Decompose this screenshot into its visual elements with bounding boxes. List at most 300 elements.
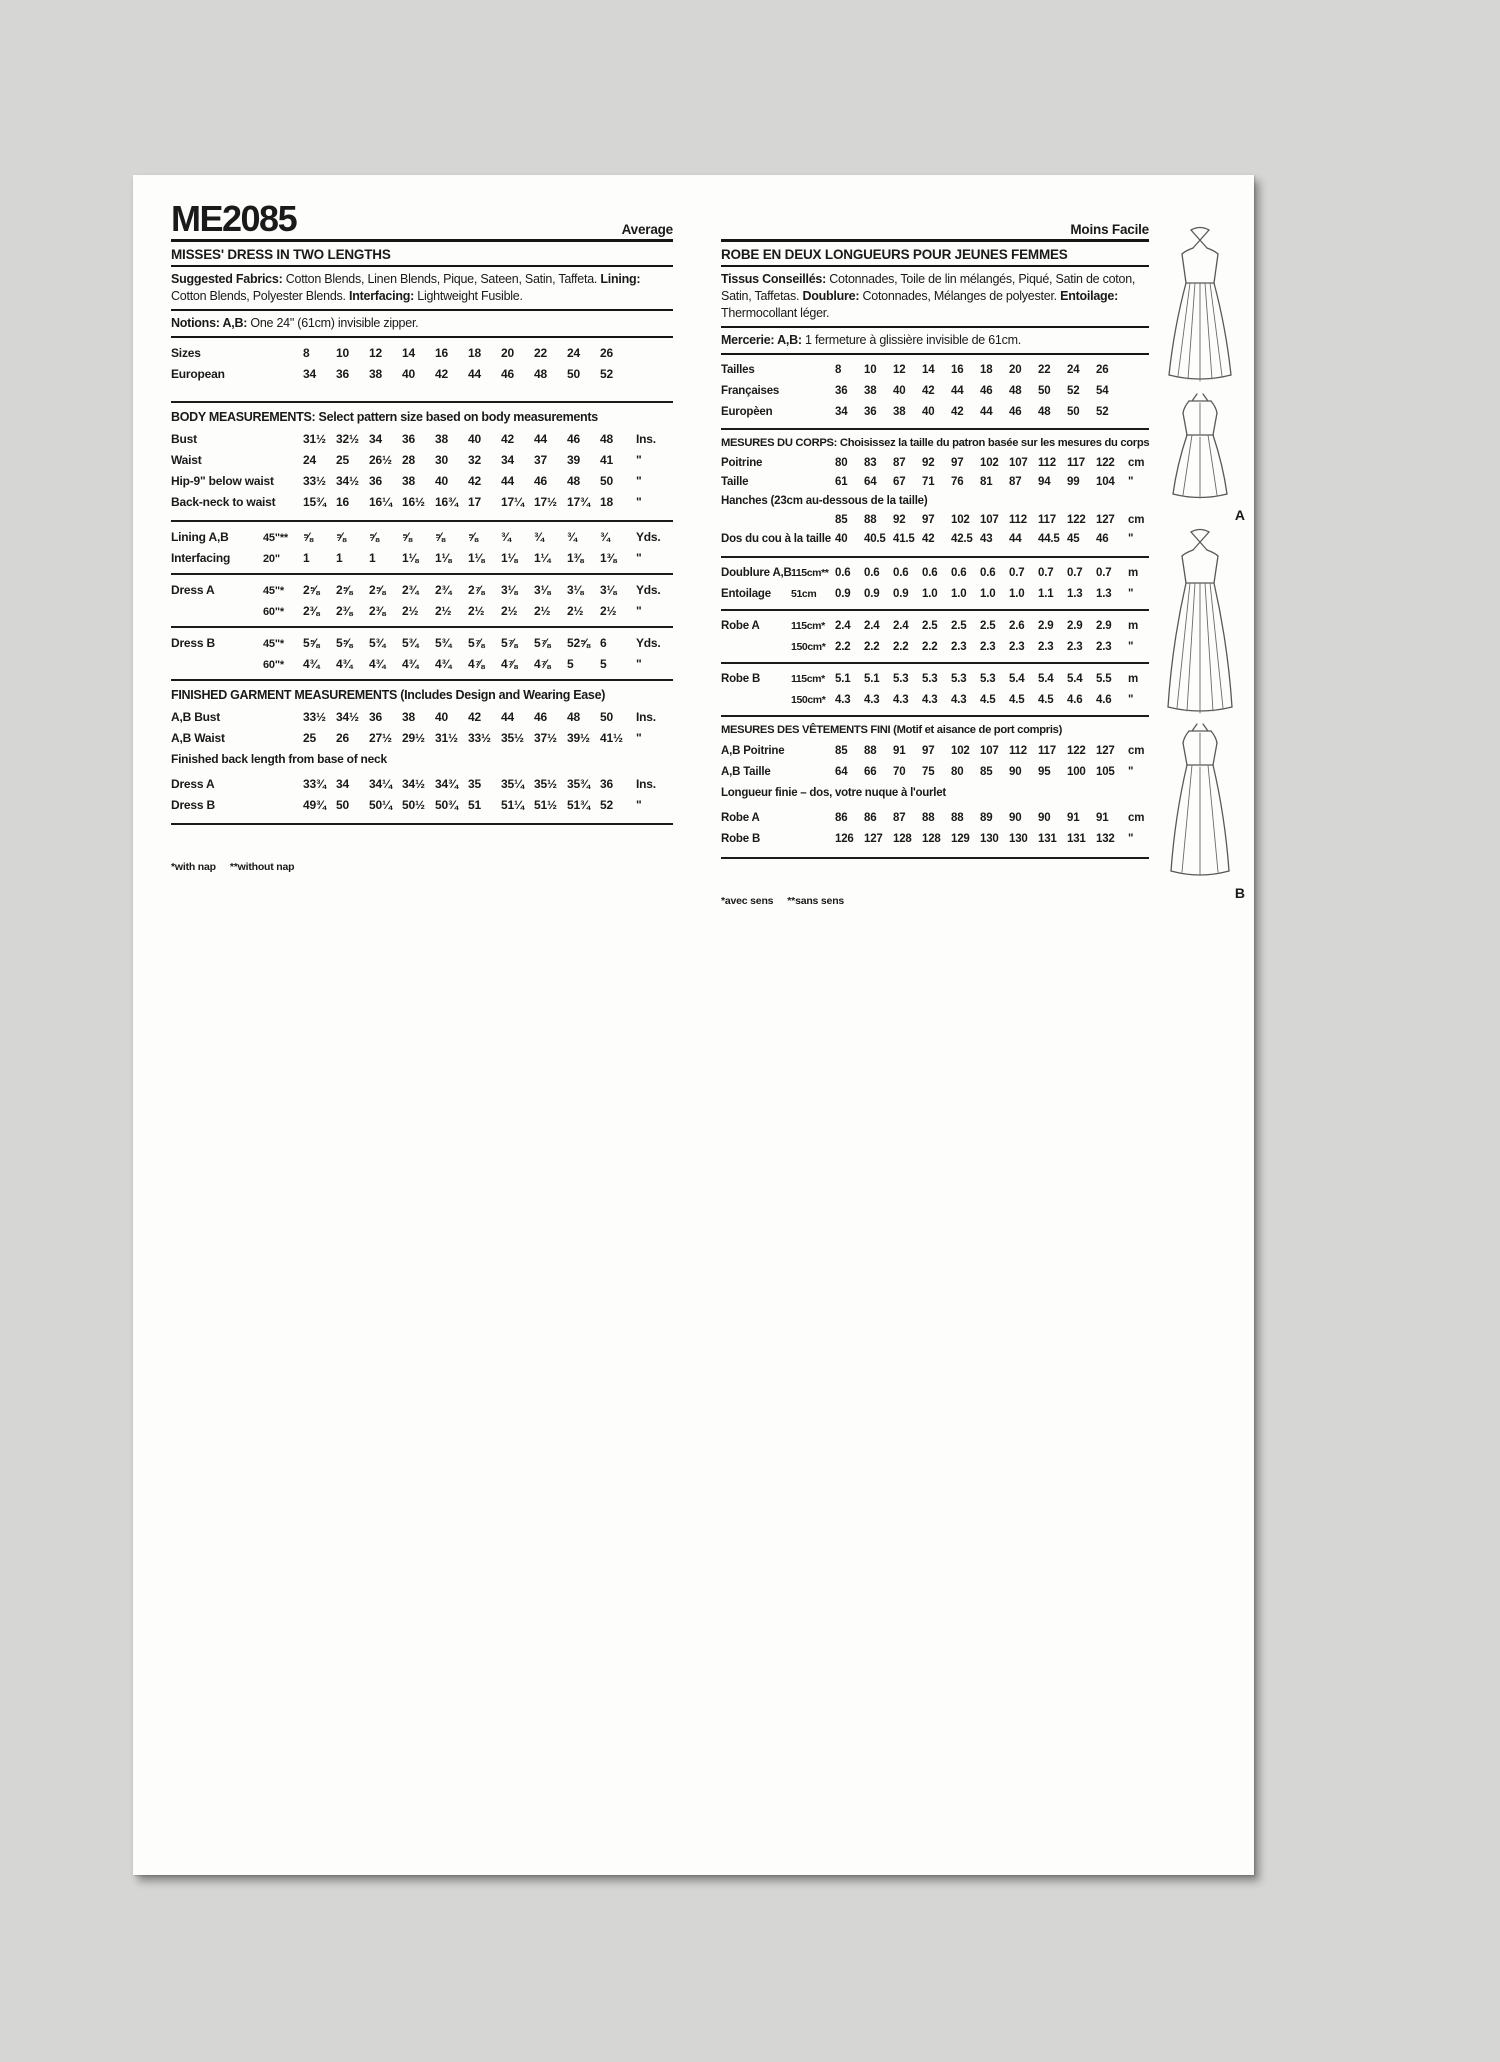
- cell-value: 50: [600, 474, 613, 488]
- cell-value: 44: [1009, 533, 1022, 545]
- footnote-avec-sens: *avec sens: [721, 895, 774, 907]
- cell-value: 92: [922, 457, 935, 469]
- cell-value: 50¾: [435, 798, 458, 812]
- table-row: [171, 364, 673, 385]
- text-run: Cotonnades, Mélanges de polyester.: [859, 289, 1061, 303]
- cell-value: 16¼: [369, 495, 392, 509]
- cell-value: 131: [1067, 833, 1086, 845]
- footnote-with-nap: *with nap: [171, 861, 216, 873]
- cell-value: 17½: [534, 495, 557, 509]
- table-row: [171, 601, 673, 622]
- cell-value: 50: [336, 798, 349, 812]
- cell-value: 130: [980, 833, 999, 845]
- garment-title-en: MISSES' DRESS IN TWO LENGTHS: [171, 242, 673, 267]
- section-divider: [721, 857, 1149, 859]
- cell-value: 1⅜: [567, 551, 584, 565]
- unit-label: ": [1128, 694, 1134, 706]
- cell-value: 42: [922, 385, 935, 397]
- cell-value: 61: [835, 476, 848, 488]
- cell-value: 48: [567, 710, 580, 724]
- table-row: [171, 580, 673, 601]
- cell-value: 51½: [534, 798, 557, 812]
- suggested-fabrics-text: [171, 267, 673, 311]
- cell-value: 90: [1038, 812, 1051, 824]
- unit-label: ": [1128, 588, 1134, 600]
- cell-value: 5.3: [951, 673, 967, 685]
- cell-value: 0.6: [922, 567, 938, 579]
- cell-value: 35¾: [567, 777, 590, 791]
- cell-value: 4.3: [864, 694, 880, 706]
- cell-value: 127: [864, 833, 883, 845]
- table-row: [721, 454, 1149, 473]
- body-measurements-table-fr: [721, 449, 1149, 549]
- cell-value: 126: [835, 833, 854, 845]
- unit-label: ": [1128, 641, 1134, 653]
- row-label: A,B Poitrine: [721, 745, 785, 757]
- unit-label: Ins.: [636, 432, 656, 446]
- cell-value: 88: [951, 812, 964, 824]
- unit-label: m: [1128, 567, 1139, 579]
- table-row: [721, 637, 1149, 658]
- tissus-conseilles-text: [721, 267, 1149, 328]
- row-label: Françaises: [721, 385, 780, 397]
- cell-value: 105: [1096, 766, 1115, 778]
- cell-value: 0.9: [893, 588, 909, 600]
- cell-value: 4.3: [835, 694, 851, 706]
- row-label: Doublure A,B: [721, 567, 792, 579]
- garment-title-fr: ROBE EN DEUX LONGUEURS POUR JEUNES FEMMES: [721, 242, 1149, 267]
- cell-value: 48: [1038, 406, 1051, 418]
- cell-value: 128: [922, 833, 941, 845]
- cell-value: 87: [893, 457, 906, 469]
- fabric-width-label: 45"*: [263, 638, 284, 650]
- cell-value: 2½: [600, 604, 617, 618]
- cell-value: 5.4: [1067, 673, 1083, 685]
- cell-value: 33¾: [303, 777, 326, 791]
- cell-value: 38: [435, 432, 448, 446]
- cell-value: 25: [303, 731, 316, 745]
- unit-label: cm: [1128, 745, 1145, 757]
- cell-value: 34: [336, 777, 349, 791]
- cell-value: 94: [1038, 476, 1051, 488]
- finished-length-table-en: [171, 769, 673, 816]
- fabric-width-label: 45"*: [263, 585, 284, 597]
- cell-value: 122: [1096, 457, 1115, 469]
- cell-value: 117: [1038, 514, 1056, 526]
- table-row: [721, 690, 1149, 711]
- lining-interfacing-table-en: [171, 522, 673, 569]
- cell-value: 5¾: [369, 636, 386, 650]
- cell-value: 36: [369, 710, 382, 724]
- cell-value: 2.3: [1009, 641, 1025, 653]
- cell-value: 34¼: [369, 777, 392, 791]
- dress-a-front-illustration: [1154, 223, 1246, 391]
- view-b-label: B: [1234, 885, 1245, 901]
- section-divider: [171, 823, 673, 825]
- bold-run: Entoilage:: [1060, 289, 1119, 303]
- cell-value: ⅝: [402, 530, 412, 544]
- footnote-fr: [721, 895, 1149, 907]
- robe-a-metrage-table-fr: [721, 611, 1149, 658]
- cell-value: 17¾: [567, 495, 590, 509]
- cell-value: 26: [600, 346, 613, 360]
- cell-value: 48: [567, 474, 580, 488]
- cell-value: 5⅞: [534, 636, 551, 650]
- cell-value: 38: [893, 406, 906, 418]
- cell-value: 2.4: [893, 620, 909, 632]
- row-label: Tailles: [721, 364, 755, 376]
- french-column: [721, 195, 1149, 907]
- pattern-number: ME2085: [171, 198, 297, 239]
- cell-value: 5: [600, 657, 607, 671]
- dress-b-yardage-table-en: [171, 628, 673, 675]
- row-label: Dress A: [171, 777, 215, 791]
- table-row: [721, 402, 1149, 423]
- cell-value: 2⅞: [468, 583, 485, 597]
- cell-value: 42: [951, 406, 964, 418]
- cell-value: 71: [922, 476, 935, 488]
- cell-value: 20: [501, 346, 514, 360]
- row-label: Waist: [171, 453, 202, 467]
- cell-value: 1⅛: [501, 551, 518, 565]
- cell-value: 51: [468, 798, 481, 812]
- cell-value: 2.3: [951, 641, 967, 653]
- cell-value: ⅝: [468, 530, 478, 544]
- cell-value: 5.3: [922, 673, 938, 685]
- cell-value: 46: [1009, 406, 1022, 418]
- unit-label: ": [636, 731, 642, 745]
- cell-value: 2.5: [980, 620, 996, 632]
- cell-value: 45: [1067, 533, 1080, 545]
- unit-label: cm: [1128, 812, 1145, 824]
- cell-value: 42.5: [951, 533, 973, 545]
- cell-value: 97: [951, 457, 964, 469]
- cell-value: 40: [835, 533, 848, 545]
- cell-value: 20: [1009, 364, 1022, 376]
- unit-label: ": [636, 453, 642, 467]
- cell-value: 40: [893, 385, 906, 397]
- fabric-width-label: 115cm**: [791, 567, 829, 579]
- table-row: [171, 492, 673, 513]
- fabric-width-label: 60"*: [263, 606, 284, 618]
- row-label: Robe A: [721, 620, 760, 632]
- cell-value: 42: [468, 474, 481, 488]
- cell-value: 5.3: [980, 673, 996, 685]
- cell-value: 40: [402, 367, 415, 381]
- cell-value: 46: [1096, 533, 1109, 545]
- cell-value: 2.5: [951, 620, 967, 632]
- cell-value: ¾: [567, 530, 577, 544]
- cell-value: 5¾: [402, 636, 419, 650]
- table-row: [171, 795, 673, 816]
- table-row: [721, 511, 1149, 530]
- cell-value: 16¾: [435, 495, 458, 509]
- cell-value: 4⅞: [468, 657, 485, 671]
- footnote-sans-sens: **sans sens: [787, 895, 845, 907]
- table-row: [171, 429, 673, 450]
- cell-value: 16: [951, 364, 964, 376]
- cell-value: 25: [336, 453, 349, 467]
- cell-value: 4¾: [369, 657, 386, 671]
- cell-value: 122: [1067, 514, 1086, 526]
- cell-value: 52: [1096, 406, 1109, 418]
- cell-value: 26: [1096, 364, 1109, 376]
- dress-b-front-illustration: [1154, 525, 1246, 721]
- unit-label: ": [636, 604, 642, 618]
- cell-value: 35: [468, 777, 481, 791]
- robe-b-metrage-table-fr: [721, 664, 1149, 711]
- row-label: Dress B: [171, 636, 215, 650]
- text-run: Thermocollant léger.: [721, 306, 830, 320]
- header-row-fr: [721, 195, 1149, 242]
- table-row: [171, 774, 673, 795]
- cell-value: 51¾: [567, 798, 590, 812]
- cell-value: 0.6: [980, 567, 996, 579]
- cell-value: 38: [369, 367, 382, 381]
- unit-label: ": [636, 474, 642, 488]
- cell-value: 18: [980, 364, 993, 376]
- cell-value: 35½: [501, 731, 524, 745]
- cell-value: 5.1: [864, 673, 880, 685]
- cell-value: 86: [835, 812, 848, 824]
- size-table-en: [171, 338, 673, 385]
- cell-value: 0.9: [835, 588, 851, 600]
- row-label: Taille: [721, 476, 749, 488]
- row-label: Lining A,B: [171, 530, 229, 544]
- cell-value: 85: [835, 514, 848, 526]
- cell-value: 122: [1067, 745, 1086, 757]
- cell-value: 51¼: [501, 798, 524, 812]
- cell-value: 129: [951, 833, 970, 845]
- notions-text: [171, 311, 673, 338]
- cell-value: 18: [468, 346, 481, 360]
- cell-value: 41½: [600, 731, 623, 745]
- cell-value: 14: [402, 346, 415, 360]
- cell-value: 5: [567, 657, 574, 671]
- unit-label: ": [636, 657, 642, 671]
- unit-label: m: [1128, 620, 1139, 632]
- longueur-finie-subheading: Longueur finie – dos, votre nuque à l'ourlet: [721, 787, 946, 799]
- finished-garment-heading: FINISHED GARMENT MEASUREMENTS (Includes Design and Wearing Ease): [171, 688, 606, 702]
- cell-value: 0.6: [835, 567, 851, 579]
- cell-value: 46: [534, 474, 547, 488]
- cell-value: 0.7: [1067, 567, 1083, 579]
- difficulty-label-fr: Moins Facile: [1070, 222, 1149, 237]
- cell-value: 2.4: [835, 620, 851, 632]
- cell-value: 95: [1038, 766, 1051, 778]
- table-row: [171, 707, 673, 728]
- cell-value: 4.6: [1096, 694, 1112, 706]
- cell-value: 0.6: [864, 567, 880, 579]
- cell-value: 52: [1067, 385, 1080, 397]
- text-run: 1 fermeture à glissière invisible de 61cm.: [801, 333, 1022, 347]
- cell-value: 36: [369, 474, 382, 488]
- bold-run: Lining:: [600, 272, 641, 286]
- cell-value: 42: [922, 533, 935, 545]
- cell-value: 2¾: [435, 583, 452, 597]
- unit-label: Ins.: [636, 777, 656, 791]
- fabric-width-label: 51cm: [791, 588, 817, 600]
- cell-value: 12: [893, 364, 906, 376]
- cell-value: 5⅞: [501, 636, 518, 650]
- cell-value: ⅝: [435, 530, 445, 544]
- cell-value: 40.5: [864, 533, 886, 545]
- row-label: Entoilage: [721, 588, 771, 600]
- cell-value: 81: [980, 476, 993, 488]
- unit-label: ": [636, 798, 642, 812]
- cell-value: 27½: [369, 731, 392, 745]
- cell-value: 2½: [402, 604, 419, 618]
- cell-value: 67: [893, 476, 906, 488]
- row-label: Sizes: [171, 346, 201, 360]
- cell-value: ¾: [600, 530, 610, 544]
- table-row: [171, 471, 673, 492]
- cell-value: 16: [336, 495, 349, 509]
- table-row: [721, 473, 1149, 492]
- dress-a-back-illustration: [1158, 391, 1242, 505]
- cell-value: 38: [402, 710, 415, 724]
- cell-value: 50: [1067, 406, 1080, 418]
- cell-value: 4.3: [951, 694, 967, 706]
- cell-value: 5¾: [435, 636, 452, 650]
- body-measurements-table-en: [171, 424, 673, 513]
- row-label: A,B Waist: [171, 731, 225, 745]
- cell-value: 37½: [534, 731, 557, 745]
- cell-value: 0.9: [864, 588, 880, 600]
- cell-value: 36: [402, 432, 415, 446]
- cell-value: 34: [303, 367, 316, 381]
- finished-length-table-fr: [721, 803, 1149, 850]
- row-label: Hip-9" below waist: [171, 474, 274, 488]
- cell-value: 0.6: [893, 567, 909, 579]
- cell-value: 10: [336, 346, 349, 360]
- bold-run: Mercerie: A,B:: [721, 333, 802, 347]
- cell-value: 76: [951, 476, 964, 488]
- cell-value: 36: [336, 367, 349, 381]
- unit-label: cm: [1128, 457, 1145, 469]
- cell-value: 2.2: [893, 641, 909, 653]
- fabric-width-label: 20": [263, 553, 280, 565]
- cell-value: 3⅛: [600, 583, 617, 597]
- cell-value: 14: [922, 364, 935, 376]
- unit-label: ": [1128, 476, 1134, 488]
- cell-value: 0.7: [1038, 567, 1054, 579]
- unit-label: m: [1128, 673, 1139, 685]
- cell-value: 112: [1009, 514, 1027, 526]
- cell-value: 29½: [402, 731, 425, 745]
- cell-value: 2.6: [1009, 620, 1025, 632]
- cell-value: 48: [600, 432, 613, 446]
- text-run: One 24" (61cm) invisible zipper.: [247, 316, 419, 330]
- cell-value: 1⅛: [402, 551, 419, 565]
- cell-value: 5.3: [893, 673, 909, 685]
- cell-value: 90: [1009, 766, 1022, 778]
- size-table-fr: [721, 355, 1149, 423]
- cell-value: 64: [835, 766, 848, 778]
- cell-value: 4.3: [922, 694, 938, 706]
- text-run: Cotton Blends, Polyester Blends.: [171, 289, 349, 303]
- cell-value: 39½: [567, 731, 590, 745]
- cell-value: 102: [951, 514, 970, 526]
- table-row: [171, 343, 673, 364]
- cell-value: 70: [893, 766, 906, 778]
- cell-value: 15¾: [303, 495, 326, 509]
- cell-value: 88: [864, 514, 877, 526]
- table-row: [721, 530, 1149, 549]
- cell-value: 1⅛: [435, 551, 452, 565]
- mesures-du-corps-heading: MESURES DU CORPS: Choisissez la taille du patron basée sur les mesures du corps: [721, 437, 1150, 449]
- cell-value: 97: [922, 745, 935, 757]
- cell-value: 37: [534, 453, 547, 467]
- cell-value: 4¾: [303, 657, 320, 671]
- table-row: [721, 829, 1149, 850]
- cell-value: 40: [435, 474, 448, 488]
- unit-label: ": [636, 495, 642, 509]
- cell-value: 24: [1067, 364, 1080, 376]
- cell-value: ¾: [501, 530, 511, 544]
- cell-value: 127: [1096, 514, 1115, 526]
- cell-value: 5.5: [1096, 673, 1112, 685]
- cell-value: 33½: [468, 731, 491, 745]
- cell-value: ⅝: [303, 530, 313, 544]
- cell-value: 117: [1067, 457, 1085, 469]
- cell-value: 26½: [369, 453, 392, 467]
- table-row: [171, 548, 673, 569]
- cell-value: 33½: [303, 474, 326, 488]
- cell-value: 107: [1009, 457, 1028, 469]
- cell-value: 4.5: [980, 694, 996, 706]
- unit-label: ": [1128, 533, 1134, 545]
- cell-value: 1.3: [1067, 588, 1083, 600]
- cell-value: 87: [1009, 476, 1022, 488]
- cell-value: 40: [922, 406, 935, 418]
- cell-value: 17¼: [501, 495, 524, 509]
- cell-value: 24: [303, 453, 316, 467]
- cell-value: 34¾: [435, 777, 458, 791]
- cell-value: 100: [1067, 766, 1086, 778]
- fabric-width-label: 115cm*: [791, 620, 825, 632]
- cell-value: 34: [501, 453, 514, 467]
- cell-value: 3⅛: [567, 583, 584, 597]
- table-subheading-row: [721, 492, 1149, 511]
- cell-value: 66: [864, 766, 877, 778]
- cell-value: 2½: [468, 604, 485, 618]
- cell-value: 97: [922, 514, 935, 526]
- unit-label: cm: [1128, 514, 1145, 526]
- cell-value: 2.9: [1096, 620, 1112, 632]
- header-row-en: [171, 195, 673, 242]
- row-label: European: [171, 367, 225, 381]
- unit-label: Ins.: [636, 710, 656, 724]
- cell-value: 3⅛: [501, 583, 518, 597]
- cell-value: 34½: [336, 474, 359, 488]
- text-run: Cotton Blends, Linen Blends, Pique, Sateen, Satin, Taffeta.: [282, 272, 601, 286]
- doublure-entoilage-table-fr: [721, 558, 1149, 605]
- cell-value: 5.1: [835, 673, 851, 685]
- cell-value: 44: [951, 385, 964, 397]
- row-subheading: Hanches (23cm au-dessous de la taille): [721, 495, 928, 507]
- cell-value: 48: [534, 367, 547, 381]
- cell-value: 34½: [336, 710, 359, 724]
- cell-value: 2.2: [864, 641, 880, 653]
- cell-value: 36: [835, 385, 848, 397]
- difficulty-label-en: Average: [621, 222, 673, 237]
- cell-value: 107: [980, 514, 999, 526]
- cell-value: 34: [369, 432, 382, 446]
- cell-value: 2½: [501, 604, 518, 618]
- cell-value: 1.0: [980, 588, 996, 600]
- cell-value: 88: [922, 812, 935, 824]
